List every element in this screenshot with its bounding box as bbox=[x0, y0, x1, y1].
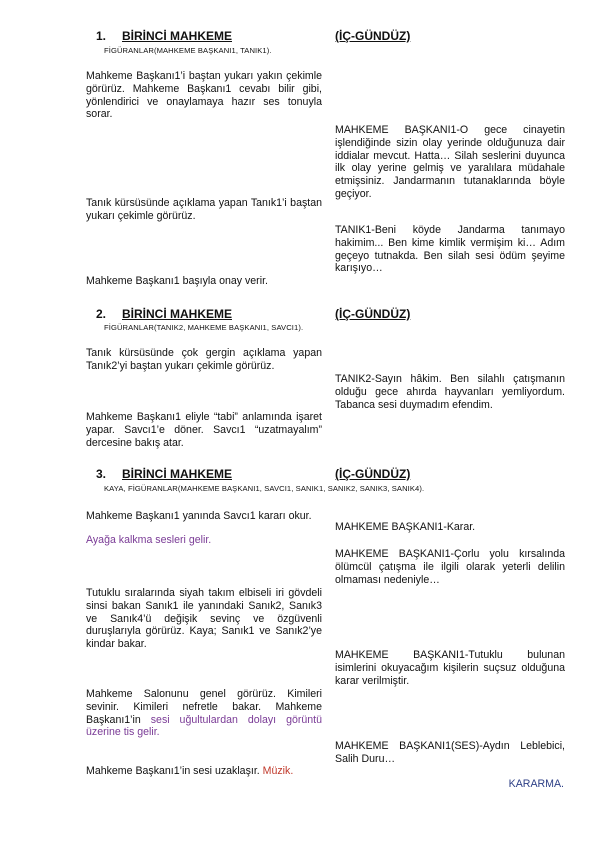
sound-effect: Ayağa kalkma sesleri gelir. bbox=[86, 534, 212, 546]
scene-location: BİRİNCİ MAHKEME bbox=[122, 467, 232, 481]
action-paragraph: Tanık kürsüsünde açıklama yapan Tanık1’i baştan yukarı çekimle görürüz. bbox=[86, 197, 322, 222]
dialogue-paragraph: MAHKEME BAŞKANI1(SES)-Aydın Leblebici, Salih Duru… bbox=[335, 740, 565, 765]
dialogue-paragraph: TANIK2-Sayın hâkim. Ben silahlı çatışmanın olduğu gece ahırda hayvanları yemliyordum. Tabanca sesi duymadım efendim. bbox=[335, 373, 565, 411]
action-paragraph: Mahkeme Başkanı1 başıyla onay verir. bbox=[86, 275, 268, 287]
scene-time: (İÇ-GÜNDÜZ) bbox=[335, 467, 411, 481]
action-paragraph: Mahkeme Başkanı1 yanında Savcı1 kararı okur. bbox=[86, 510, 312, 522]
dialogue-paragraph: MAHKEME BAŞKANI1-Çorlu yolu kırsalında ölümcül çatışma ile ilgili olarak yeterli delilin olmaması nedeniyle… bbox=[335, 548, 565, 586]
scene-number: 3. bbox=[96, 467, 107, 481]
scene-cast: FİGÜRANLAR(TANIK2, MAHKEME BAŞKANI1, SAVCI1). bbox=[104, 323, 304, 332]
action-text: Mahkeme Salonunu genel görürüz. Kimileri sevinir. Kimileri nefretle bakar. Mahkeme Başkanı1’in bbox=[86, 688, 322, 726]
action-paragraph: Tutuklu sıralarında siyah takım elbiseli iri gövdeli sinsi bakan Sanık1 ile yanındaki Sanık2, Sanık3 ve Sanık4’ü değişik sevinç ve özgüvenli duruşlarıyla görürüz. Kaya; Sanık1 ve Sanık2’ye kindar bakar. bbox=[86, 587, 322, 651]
scene-number: 1. bbox=[96, 29, 107, 43]
dialogue-paragraph: MAHKEME BAŞKANI1-O gece cinayetin işlendiğinde sizin olay yerinde olduğunuza dair iddialar mevcut. Hatta… Silah seslerini duyunca ilk olay yerine gelmiş ve yaralılara müdahale etmişsiniz. Jandarmanın tutanaklarında böyle geçiyor. bbox=[335, 124, 565, 200]
dialogue-paragraph: TANIK1-Beni köyde Jandarma tanımayo hakimim... Ben kime kimlik vermişim ki… Adım geçeyo tutnakda. Ben silah sesi ödüm şeyime karışıyo… bbox=[335, 224, 565, 275]
dialogue-paragraph: MAHKEME BAŞKANI1-Karar. bbox=[335, 521, 476, 533]
scene-time: (İÇ-GÜNDÜZ) bbox=[335, 307, 411, 321]
scene-location: BİRİNCİ MAHKEME bbox=[122, 29, 232, 43]
action-text: Mahkeme Başkanı1’in sesi uzaklaşır. bbox=[86, 765, 263, 777]
scene-time: (İÇ-GÜNDÜZ) bbox=[335, 29, 411, 43]
dialogue-paragraph: MAHKEME BAŞKANI1-Tutuklu bulunan isimlerini okuyacağım kişilerin suçsuz olduğuna karar verilmiştir. bbox=[335, 649, 565, 687]
scene-number: 2. bbox=[96, 307, 107, 321]
scene-cast: FİGÜRANLAR(MAHKEME BAŞKANI1, TANIK1). bbox=[104, 46, 272, 55]
action-paragraph: Tanık kürsüsünde çok gergin açıklama yapan Tanık2’yi baştan yukarı çekimle görürüz. bbox=[86, 347, 322, 372]
sound-effect: sesi uğultulardan dolayı görüntü üzerine tis gelir. bbox=[86, 713, 323, 739]
action-paragraph: Mahkeme Başkanı1 eliyle “tabi” anlamında işaret yapar. Savcı1’e döner. Savcı1 “uzatmayalım” dercesine bakış atar. bbox=[86, 411, 322, 449]
scene-cast: KAYA, FİGÜRANLAR(MAHKEME BAŞKANI1, SAVCI1, SANIK1, SANIK2, SANIK3, SANIK4). bbox=[104, 484, 425, 493]
music-cue: Müzik. bbox=[262, 765, 294, 777]
action-paragraph bbox=[86, 688, 322, 739]
scene-location: BİRİNCİ MAHKEME bbox=[122, 307, 232, 321]
transition: KARARMA. bbox=[508, 778, 564, 790]
action-paragraph: Mahkeme Başkanı1’i baştan yukarı yakın çekimle görürüz. Mahkeme Başkanı1 cevabı bilir gibi, yönlendirici ve onaylamaya hazır ses tonuyla sorar. bbox=[86, 70, 322, 121]
action-paragraph bbox=[86, 765, 322, 778]
